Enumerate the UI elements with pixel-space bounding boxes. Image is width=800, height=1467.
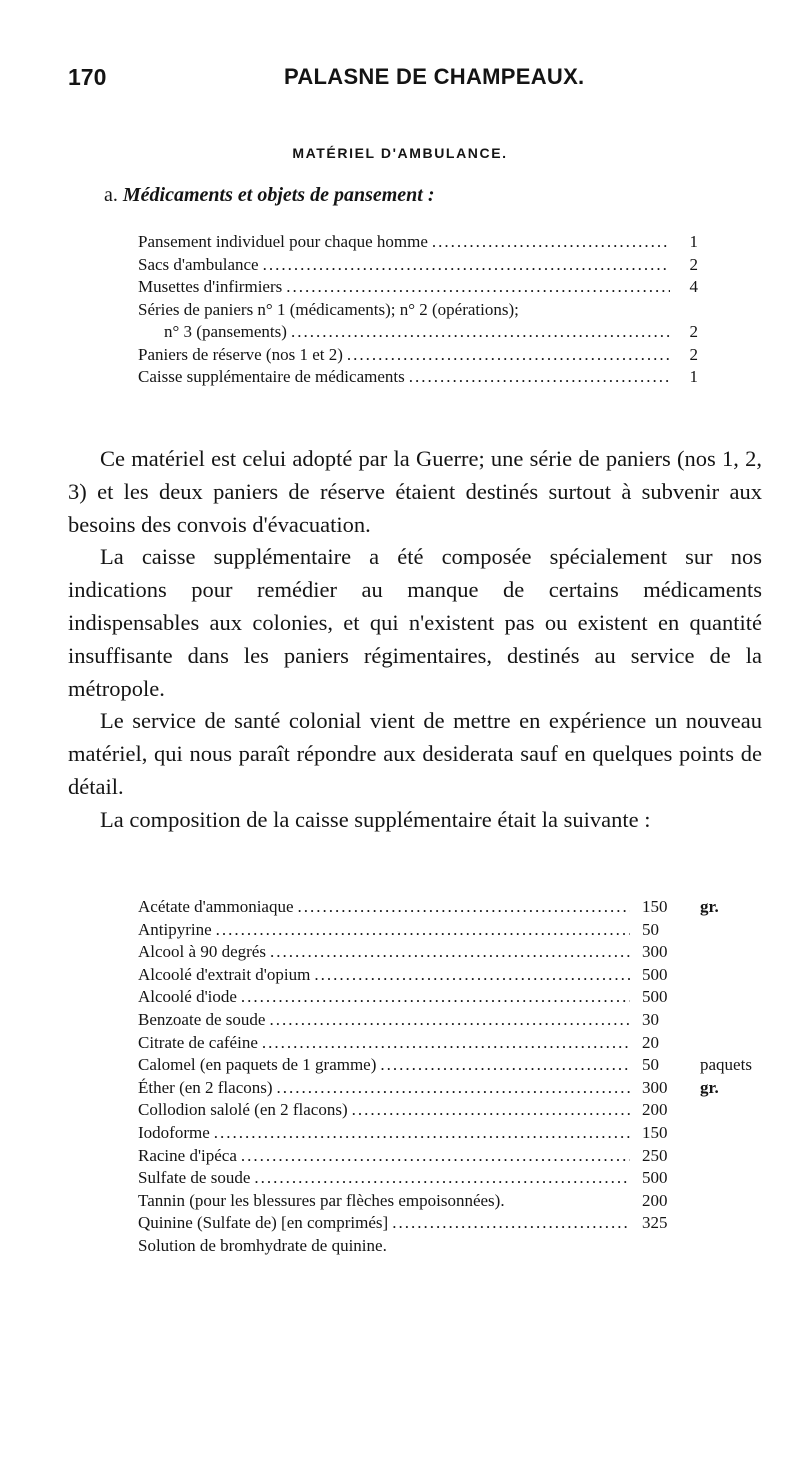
item-quantity: 500 — [642, 1168, 668, 1188]
item-quantity: 150 — [642, 1122, 668, 1142]
paragraph: Le service de santé colonial vient de mettre en expérience un nouveau matériel, qui nous paraît répondre aux desiderata sauf en quelques points de détail. — [68, 708, 762, 799]
list-item — [138, 1235, 698, 1258]
dot-leader — [262, 1032, 630, 1055]
item-quantity: 1 — [689, 367, 698, 386]
dot-leader — [263, 254, 670, 277]
list-item — [138, 1122, 698, 1145]
dot-leader — [254, 1167, 630, 1190]
list-item — [138, 366, 698, 389]
subsection-label: a. — [104, 184, 118, 206]
item-label: Acétate d'ammoniaque — [138, 897, 294, 916]
item-quantity: 30 — [642, 1009, 659, 1029]
item-quantity: 500 — [642, 964, 668, 984]
item-quantity: 150 — [642, 897, 668, 916]
list-item — [138, 321, 698, 344]
item-label: Sulfate de soude — [138, 1168, 251, 1188]
dot-leader — [216, 919, 630, 942]
item-label: Citrate de caféine — [138, 1032, 258, 1052]
list-item — [138, 896, 698, 919]
section-title: MATÉRIEL D'AMBULANCE. — [292, 145, 508, 161]
list-item — [138, 941, 698, 964]
dot-leader — [298, 896, 630, 919]
dot-leader — [380, 1054, 630, 1077]
item-label: Alcoolé d'extrait d'opium — [138, 964, 311, 984]
list-item — [138, 919, 698, 942]
subsection-heading — [104, 184, 435, 207]
item-quantity: 250 — [642, 1145, 668, 1165]
item-label: Solution de bromhydrate de quinine. — [138, 1235, 387, 1255]
item-quantity: 20 — [642, 1032, 659, 1052]
list-item — [138, 1054, 698, 1077]
item-label: Sacs d'ambulance — [138, 254, 259, 274]
dot-leader — [392, 1212, 630, 1235]
item-label: n° 3 (pansements) — [164, 322, 287, 341]
item-label: Antipyrine — [138, 919, 212, 939]
dot-leader — [286, 276, 670, 299]
dot-leader — [277, 1077, 630, 1100]
dot-leader — [241, 1145, 630, 1168]
paragraph: Ce matériel est celui adopté par la Guerre; une série de paniers (nos 1, 2, 3) et les deux paniers de réserve étaient destinés surtout à subvenir aux besoins des convois d'évacuation. — [68, 446, 762, 537]
item-label: Benzoate de soude — [138, 1009, 266, 1029]
list-item — [138, 344, 698, 367]
item-label: Calomel (en paquets de 1 gramme) — [138, 1055, 377, 1075]
item-quantity: 200 — [642, 1190, 668, 1210]
equipment-list — [138, 231, 698, 389]
item-label: Tannin (pour les blessures par flèches empoisonnées). — [138, 1190, 505, 1210]
running-header — [68, 64, 768, 94]
list-item — [138, 1167, 698, 1190]
paragraph: La composition de la caisse supplémentaire était la suivante : — [100, 806, 651, 832]
item-label: Paniers de réserve (nos 1 et 2) — [138, 344, 343, 364]
list-item — [138, 254, 698, 277]
dot-leader — [432, 231, 670, 254]
item-label: Quinine (Sulfate de) [en comprimés] — [138, 1213, 389, 1233]
item-quantity: 300 — [642, 942, 668, 962]
item-quantity: 50 — [642, 1055, 659, 1075]
item-quantity: 50 — [642, 919, 659, 939]
list-item — [138, 1145, 698, 1168]
item-label: Éther (en 2 flacons) — [138, 1077, 273, 1097]
unit-label: paquets — [700, 1055, 752, 1075]
unit-spacer — [700, 919, 792, 1055]
list-item — [138, 1099, 698, 1122]
subsection-title: Médicaments et objets de pansement : — [122, 184, 435, 206]
item-label: Musettes d'infirmiers — [138, 277, 283, 296]
item-quantity: 300 — [642, 1077, 668, 1097]
running-title: PALASNE DE CHAMPEAUX. — [284, 64, 585, 89]
list-item — [138, 1032, 698, 1055]
list-item — [138, 964, 698, 987]
list-item — [138, 986, 698, 1009]
unit-label: gr. — [700, 897, 719, 916]
paragraph: La caisse supplémentaire a été composée spécialement sur nos indications pour remédier au manque de certains médicaments indispensables aux colonies, et qui n'existent pas ou existent en quantité insuffisante dans les paniers régimentaires, destinés au service de la métropole. — [68, 544, 762, 701]
item-quantity: 4 — [689, 277, 698, 296]
list-item — [138, 299, 698, 322]
dot-leader — [314, 964, 630, 987]
item-quantity: 2 — [689, 254, 698, 274]
dot-leader — [291, 321, 670, 344]
composition-list — [138, 896, 698, 1258]
item-quantity: 500 — [642, 987, 668, 1007]
dot-leader — [214, 1122, 630, 1145]
dot-leader — [241, 986, 630, 1009]
dot-leader — [269, 1009, 630, 1032]
list-item — [138, 276, 698, 299]
item-quantity: 1 — [689, 232, 698, 251]
item-label: Iodoforme — [138, 1122, 210, 1142]
dot-leader — [270, 941, 630, 964]
list-item — [138, 1190, 698, 1213]
item-label: Racine d'ipéca — [138, 1145, 237, 1165]
unit-label: gr. — [700, 1077, 719, 1097]
item-label: Caisse supplémentaire de médicaments — [138, 367, 405, 386]
page-number: 170 — [68, 64, 107, 90]
unit-column — [700, 896, 792, 1099]
list-item — [138, 1077, 698, 1100]
list-item — [138, 1009, 698, 1032]
item-label: Collodion salolé (en 2 flacons) — [138, 1100, 348, 1120]
item-quantity: 2 — [689, 344, 698, 364]
dot-leader — [352, 1099, 630, 1122]
dot-leader — [409, 366, 670, 389]
body-text — [68, 443, 762, 837]
list-item — [138, 231, 698, 254]
item-label: Alcoolé d'iode — [138, 987, 237, 1007]
list-item — [138, 1212, 698, 1235]
item-quantity: 2 — [689, 322, 698, 341]
item-label: Séries de paniers n° 1 (médicaments); n° 2 (opérations); — [138, 299, 519, 319]
dot-leader — [347, 344, 670, 367]
item-quantity: 325 — [642, 1213, 668, 1233]
item-label: Pansement individuel pour chaque homme — [138, 232, 428, 251]
item-quantity: 200 — [642, 1100, 668, 1120]
item-label: Alcool à 90 degrés — [138, 942, 266, 962]
